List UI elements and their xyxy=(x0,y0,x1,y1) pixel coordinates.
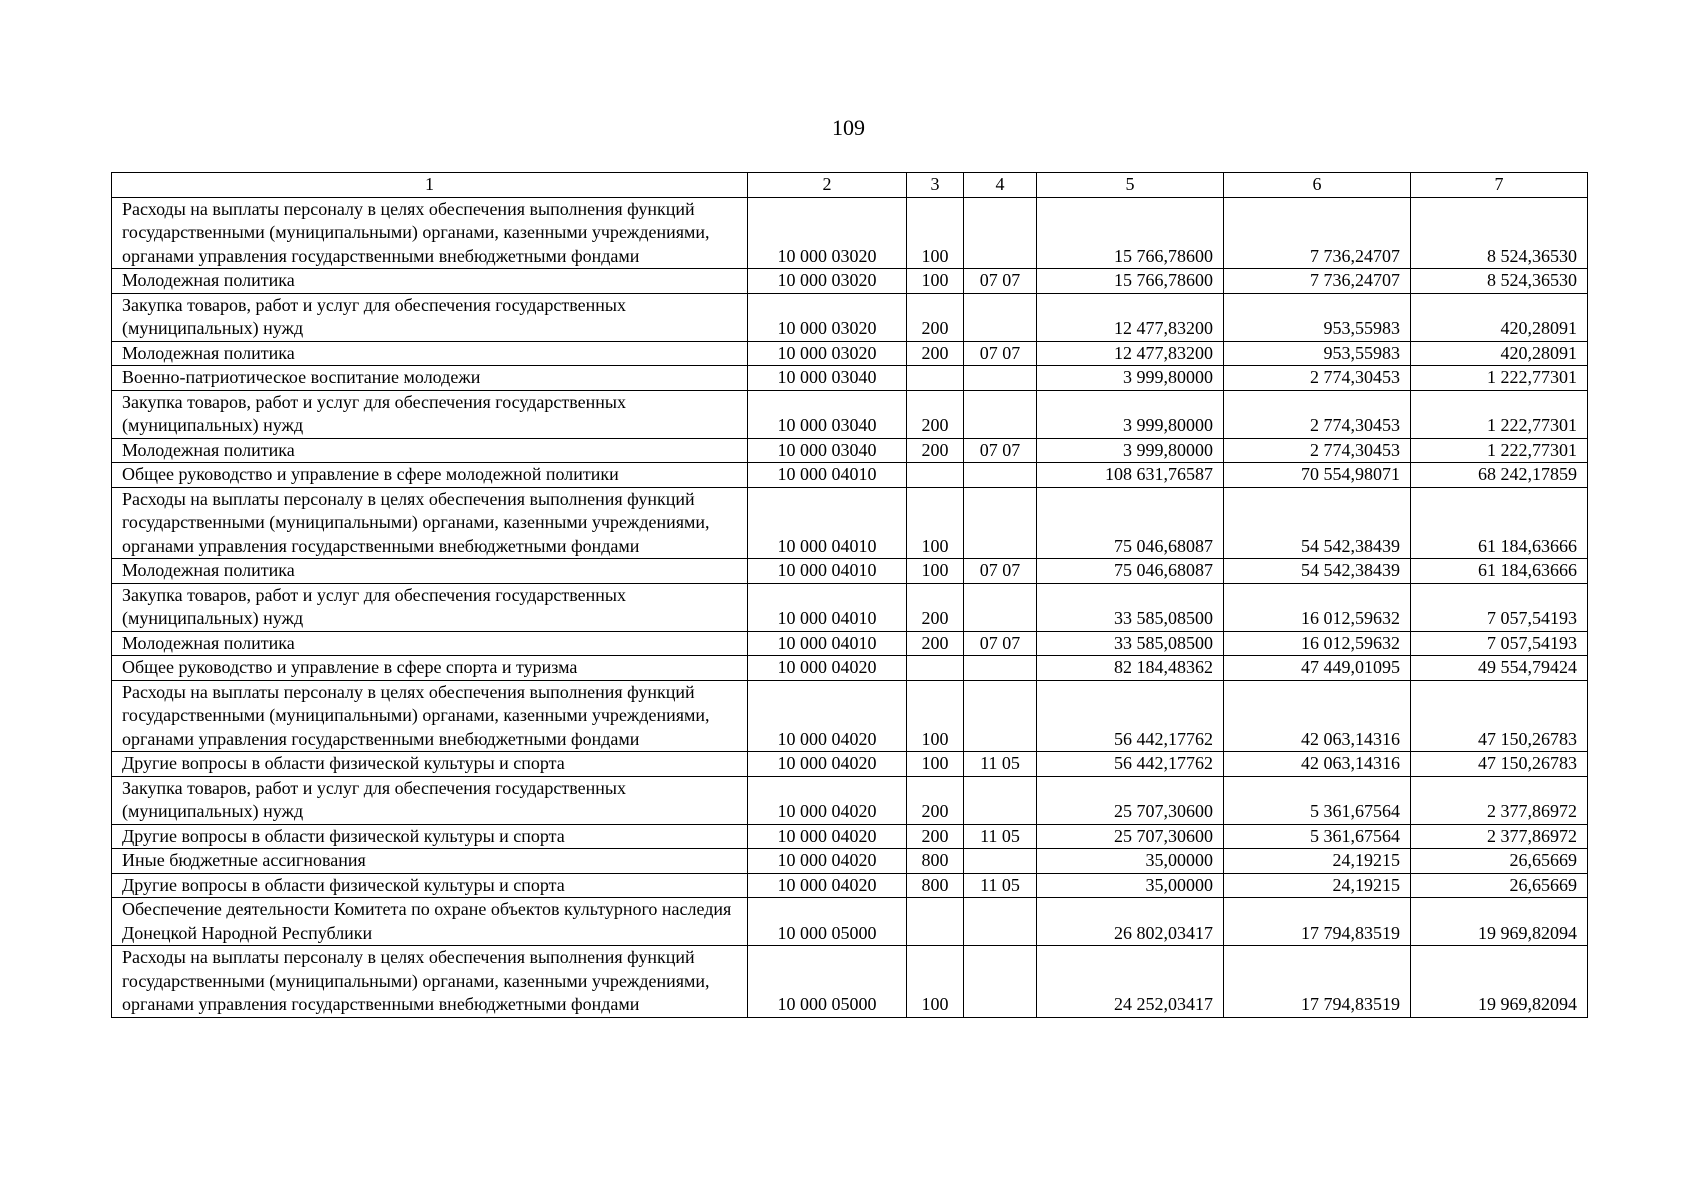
target-article-cell: 10 000 04010 xyxy=(748,631,907,656)
amount-col6-cell: 70 554,98071 xyxy=(1224,463,1411,488)
amount-col6-cell: 2 774,30453 xyxy=(1224,366,1411,391)
amount-col7-cell: 7 057,54193 xyxy=(1411,631,1588,656)
amount-col7-cell: 26,65669 xyxy=(1411,849,1588,874)
table-row xyxy=(112,438,1588,463)
amount-col7-cell: 19 969,82094 xyxy=(1411,898,1588,946)
header-cell-4: 4 xyxy=(964,173,1037,198)
row-name-cell: Закупка товаров, работ и услуг для обеспечения государственных (муниципальных) нужд xyxy=(112,293,748,341)
expense-type-cell: 200 xyxy=(907,824,964,849)
amount-col6-cell: 47 449,01095 xyxy=(1224,656,1411,681)
amount-col7-cell: 1 222,77301 xyxy=(1411,366,1588,391)
amount-col6-cell: 17 794,83519 xyxy=(1224,898,1411,946)
target-article-cell: 10 000 03020 xyxy=(748,269,907,294)
target-article-cell: 10 000 05000 xyxy=(748,898,907,946)
target-article-cell: 10 000 04020 xyxy=(748,873,907,898)
amount-col6-cell: 2 774,30453 xyxy=(1224,390,1411,438)
expense-type-cell: 100 xyxy=(907,487,964,559)
amount-col5-cell: 3 999,80000 xyxy=(1037,390,1224,438)
target-article-cell: 10 000 04010 xyxy=(748,583,907,631)
table-row xyxy=(112,293,1588,341)
expense-type-cell: 200 xyxy=(907,776,964,824)
amount-col7-cell: 8 524,36530 xyxy=(1411,269,1588,294)
amount-col6-cell: 54 542,38439 xyxy=(1224,487,1411,559)
expense-type-cell xyxy=(907,656,964,681)
amount-col5-cell: 3 999,80000 xyxy=(1037,366,1224,391)
row-name-cell: Расходы на выплаты персоналу в целях обеспечения выполнения функций государственными (муниципальными) органами, казенными учреждениями, органами управления государственными внебюджетными фондами xyxy=(112,680,748,752)
amount-col7-cell: 2 377,86972 xyxy=(1411,824,1588,849)
amount-col5-cell: 56 442,17762 xyxy=(1037,680,1224,752)
table-row xyxy=(112,656,1588,681)
amount-col6-cell: 16 012,59632 xyxy=(1224,631,1411,656)
amount-col7-cell: 19 969,82094 xyxy=(1411,946,1588,1018)
table-row xyxy=(112,873,1588,898)
section-cell xyxy=(964,366,1037,391)
amount-col6-cell: 17 794,83519 xyxy=(1224,946,1411,1018)
section-cell xyxy=(964,293,1037,341)
row-name-cell: Военно-патриотическое воспитание молодежи xyxy=(112,366,748,391)
target-article-cell: 10 000 04020 xyxy=(748,849,907,874)
row-name-cell: Молодежная политика xyxy=(112,438,748,463)
amount-col6-cell: 54 542,38439 xyxy=(1224,559,1411,584)
table-row xyxy=(112,463,1588,488)
section-cell xyxy=(964,946,1037,1018)
target-article-cell: 10 000 04020 xyxy=(748,680,907,752)
target-article-cell: 10 000 03020 xyxy=(748,197,907,269)
row-name-cell: Иные бюджетные ассигнования xyxy=(112,849,748,874)
row-name-cell: Другие вопросы в области физической культуры и спорта xyxy=(112,824,748,849)
row-name-cell: Молодежная политика xyxy=(112,631,748,656)
amount-col5-cell: 15 766,78600 xyxy=(1037,269,1224,294)
amount-col7-cell: 7 057,54193 xyxy=(1411,583,1588,631)
expense-type-cell: 800 xyxy=(907,849,964,874)
target-article-cell: 10 000 04020 xyxy=(748,824,907,849)
header-cell-5: 5 xyxy=(1037,173,1224,198)
expense-type-cell: 200 xyxy=(907,438,964,463)
amount-col7-cell: 61 184,63666 xyxy=(1411,559,1588,584)
section-cell: 11 05 xyxy=(964,873,1037,898)
expense-type-cell: 800 xyxy=(907,873,964,898)
amount-col5-cell: 82 184,48362 xyxy=(1037,656,1224,681)
section-cell: 11 05 xyxy=(964,752,1037,777)
section-cell xyxy=(964,849,1037,874)
row-name-cell: Общее руководство и управление в сфере спорта и туризма xyxy=(112,656,748,681)
amount-col7-cell: 8 524,36530 xyxy=(1411,197,1588,269)
expense-type-cell: 200 xyxy=(907,293,964,341)
header-cell-6: 6 xyxy=(1224,173,1411,198)
table-row xyxy=(112,197,1588,269)
amount-col7-cell: 420,28091 xyxy=(1411,341,1588,366)
target-article-cell: 10 000 04020 xyxy=(748,776,907,824)
header-cell-3: 3 xyxy=(907,173,964,198)
amount-col5-cell: 15 766,78600 xyxy=(1037,197,1224,269)
expense-type-cell: 100 xyxy=(907,559,964,584)
amount-col5-cell: 75 046,68087 xyxy=(1037,559,1224,584)
amount-col6-cell: 24,19215 xyxy=(1224,873,1411,898)
target-article-cell: 10 000 03020 xyxy=(748,293,907,341)
section-cell: 07 07 xyxy=(964,341,1037,366)
target-article-cell: 10 000 04020 xyxy=(748,656,907,681)
table-row xyxy=(112,341,1588,366)
amount-col5-cell: 35,00000 xyxy=(1037,849,1224,874)
expense-type-cell: 100 xyxy=(907,269,964,294)
table-row xyxy=(112,680,1588,752)
expense-type-cell: 100 xyxy=(907,197,964,269)
amount-col7-cell: 1 222,77301 xyxy=(1411,390,1588,438)
target-article-cell: 10 000 03040 xyxy=(748,390,907,438)
amount-col7-cell: 420,28091 xyxy=(1411,293,1588,341)
amount-col6-cell: 5 361,67564 xyxy=(1224,776,1411,824)
header-cell-1: 1 xyxy=(112,173,748,198)
amount-col7-cell: 26,65669 xyxy=(1411,873,1588,898)
header-cell-7: 7 xyxy=(1411,173,1588,198)
target-article-cell: 10 000 03040 xyxy=(748,366,907,391)
section-cell xyxy=(964,898,1037,946)
amount-col7-cell: 61 184,63666 xyxy=(1411,487,1588,559)
section-cell xyxy=(964,680,1037,752)
table-row xyxy=(112,849,1588,874)
expense-type-cell xyxy=(907,898,964,946)
amount-col6-cell: 42 063,14316 xyxy=(1224,752,1411,777)
target-article-cell: 10 000 03040 xyxy=(748,438,907,463)
target-article-cell: 10 000 04020 xyxy=(748,752,907,777)
row-name-cell: Молодежная политика xyxy=(112,559,748,584)
row-name-cell: Молодежная политика xyxy=(112,341,748,366)
row-name-cell: Закупка товаров, работ и услуг для обеспечения государственных (муниципальных) нужд xyxy=(112,583,748,631)
section-cell xyxy=(964,197,1037,269)
table-row xyxy=(112,824,1588,849)
expense-type-cell: 100 xyxy=(907,680,964,752)
expense-type-cell: 200 xyxy=(907,390,964,438)
row-name-cell: Другие вопросы в области физической культуры и спорта xyxy=(112,873,748,898)
amount-col6-cell: 42 063,14316 xyxy=(1224,680,1411,752)
table-row xyxy=(112,487,1588,559)
amount-col6-cell: 7 736,24707 xyxy=(1224,197,1411,269)
header-row xyxy=(112,173,1588,198)
table-row xyxy=(112,559,1588,584)
amount-col5-cell: 3 999,80000 xyxy=(1037,438,1224,463)
amount-col5-cell: 56 442,17762 xyxy=(1037,752,1224,777)
section-cell xyxy=(964,463,1037,488)
table-row xyxy=(112,390,1588,438)
section-cell: 07 07 xyxy=(964,269,1037,294)
table-row xyxy=(112,366,1588,391)
section-cell xyxy=(964,390,1037,438)
amount-col5-cell: 35,00000 xyxy=(1037,873,1224,898)
expense-type-cell xyxy=(907,463,964,488)
expense-type-cell: 200 xyxy=(907,583,964,631)
target-article-cell: 10 000 05000 xyxy=(748,946,907,1018)
expense-type-cell xyxy=(907,366,964,391)
table-row xyxy=(112,752,1588,777)
row-name-cell: Закупка товаров, работ и услуг для обеспечения государственных (муниципальных) нужд xyxy=(112,776,748,824)
section-cell xyxy=(964,656,1037,681)
row-name-cell: Молодежная политика xyxy=(112,269,748,294)
amount-col5-cell: 75 046,68087 xyxy=(1037,487,1224,559)
amount-col5-cell: 12 477,83200 xyxy=(1037,293,1224,341)
target-article-cell: 10 000 04010 xyxy=(748,559,907,584)
amount-col5-cell: 33 585,08500 xyxy=(1037,631,1224,656)
row-name-cell: Другие вопросы в области физической культуры и спорта xyxy=(112,752,748,777)
table-row xyxy=(112,631,1588,656)
table-row xyxy=(112,269,1588,294)
amount-col7-cell: 1 222,77301 xyxy=(1411,438,1588,463)
row-name-cell: Обеспечение деятельности Комитета по охране объектов культурного наследия Донецкой Народной Республики xyxy=(112,898,748,946)
amount-col7-cell: 47 150,26783 xyxy=(1411,752,1588,777)
expense-type-cell: 100 xyxy=(907,752,964,777)
section-cell xyxy=(964,776,1037,824)
amount-col6-cell: 24,19215 xyxy=(1224,849,1411,874)
section-cell: 07 07 xyxy=(964,631,1037,656)
amount-col6-cell: 16 012,59632 xyxy=(1224,583,1411,631)
amount-col6-cell: 7 736,24707 xyxy=(1224,269,1411,294)
expense-type-cell: 200 xyxy=(907,341,964,366)
section-cell xyxy=(964,583,1037,631)
expense-type-cell: 100 xyxy=(907,946,964,1018)
table-row xyxy=(112,776,1588,824)
section-cell: 07 07 xyxy=(964,559,1037,584)
target-article-cell: 10 000 04010 xyxy=(748,463,907,488)
row-name-cell: Расходы на выплаты персоналу в целях обеспечения выполнения функций государственными (муниципальными) органами, казенными учреждениями, органами управления государственными внебюджетными фондами xyxy=(112,946,748,1018)
row-name-cell: Общее руководство и управление в сфере молодежной политики xyxy=(112,463,748,488)
amount-col7-cell: 47 150,26783 xyxy=(1411,680,1588,752)
amount-col6-cell: 953,55983 xyxy=(1224,341,1411,366)
row-name-cell: Закупка товаров, работ и услуг для обеспечения государственных (муниципальных) нужд xyxy=(112,390,748,438)
header-cell-2: 2 xyxy=(748,173,907,198)
amount-col5-cell: 26 802,03417 xyxy=(1037,898,1224,946)
section-cell: 11 05 xyxy=(964,824,1037,849)
table-row xyxy=(112,946,1588,1018)
row-name-cell: Расходы на выплаты персоналу в целях обеспечения выполнения функций государственными (муниципальными) органами, казенными учреждениями, органами управления государственными внебюджетными фондами xyxy=(112,197,748,269)
amount-col5-cell: 25 707,30600 xyxy=(1037,776,1224,824)
section-cell xyxy=(964,487,1037,559)
budget-table xyxy=(111,172,1588,1018)
amount-col7-cell: 68 242,17859 xyxy=(1411,463,1588,488)
amount-col5-cell: 25 707,30600 xyxy=(1037,824,1224,849)
expense-type-cell: 200 xyxy=(907,631,964,656)
target-article-cell: 10 000 04010 xyxy=(748,487,907,559)
row-name-cell: Расходы на выплаты персоналу в целях обеспечения выполнения функций государственными (муниципальными) органами, казенными учреждениями, органами управления государственными внебюджетными фондами xyxy=(112,487,748,559)
amount-col5-cell: 33 585,08500 xyxy=(1037,583,1224,631)
target-article-cell: 10 000 03020 xyxy=(748,341,907,366)
amount-col5-cell: 24 252,03417 xyxy=(1037,946,1224,1018)
section-cell: 07 07 xyxy=(964,438,1037,463)
table-row xyxy=(112,583,1588,631)
table-row xyxy=(112,898,1588,946)
page-number: 109 xyxy=(832,115,865,140)
amount-col6-cell: 5 361,67564 xyxy=(1224,824,1411,849)
amount-col6-cell: 2 774,30453 xyxy=(1224,438,1411,463)
amount-col7-cell: 49 554,79424 xyxy=(1411,656,1588,681)
amount-col6-cell: 953,55983 xyxy=(1224,293,1411,341)
amount-col5-cell: 108 631,76587 xyxy=(1037,463,1224,488)
amount-col7-cell: 2 377,86972 xyxy=(1411,776,1588,824)
amount-col5-cell: 12 477,83200 xyxy=(1037,341,1224,366)
